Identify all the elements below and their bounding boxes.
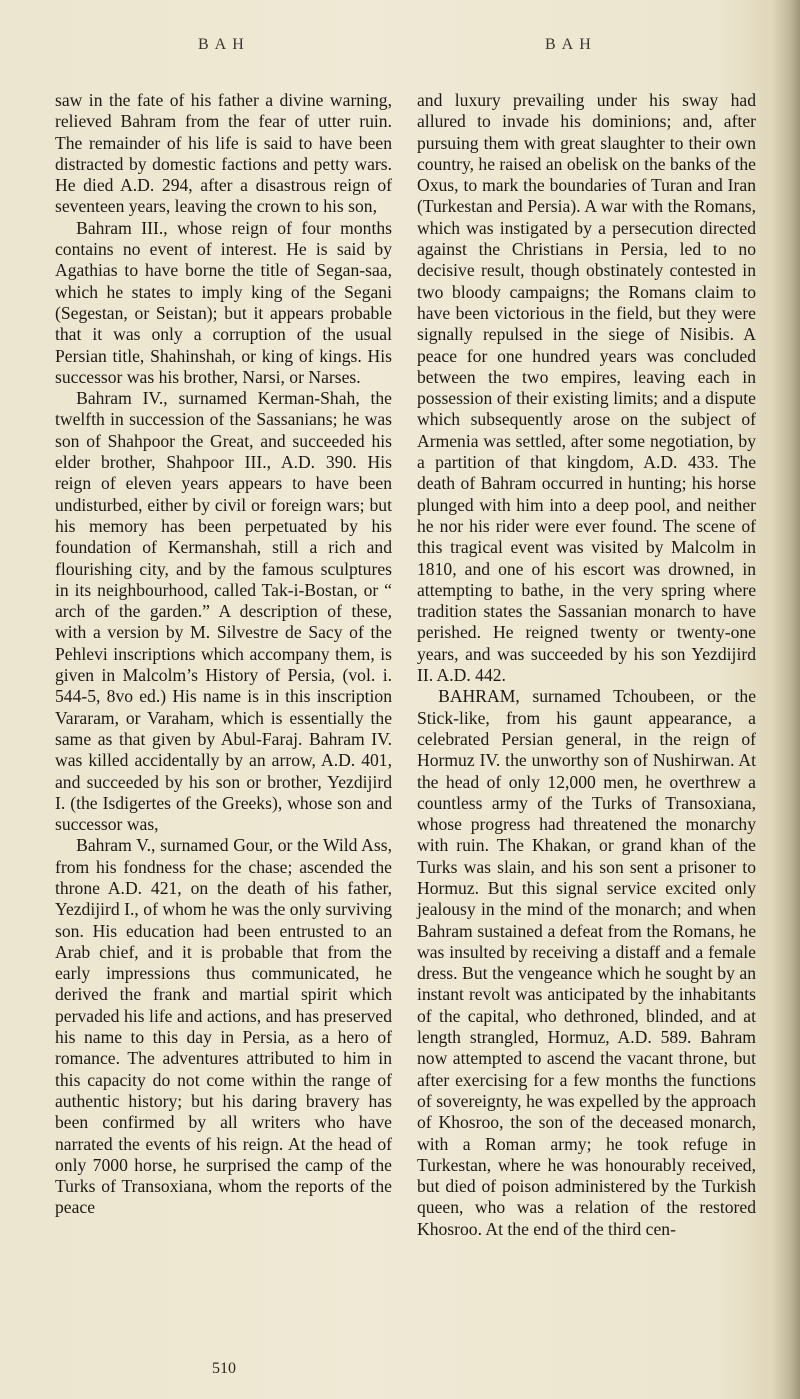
running-head-right: BAH	[545, 36, 597, 53]
paragraph: and luxury prevailing under his sway had allured to invade his dominions; and, after pursuing them with great slaughter to their own country, he raised an obelisk on the banks of the Oxus, to mark the boundaries of Turan and Iran (Turkestan and Persia). A war with the Romans, which was instigated by a persecution directed against the Christians in Persia, led to no decisive result, though obstinately contested in two bloody campaigns; the Romans claim to have been victorious in the field, but they were signally repulsed in the siege of Nisibis. A peace for one hundred years was concluded between the two empires, leaving each in possession of their existing limits; and a dispute which subsequently arose on the subject of Armenia was settled, after some negotiation, by a partition of that kingdom, A.D. 433. The death of Bahram occurred in hunting; his horse plunged with him into a deep pool, and neither he nor his rider were ever found. The scene of this tragical event was visited by Malcolm in 1810, and one of his escort was drowned, in attempting to bathe, in the very spring where tradition states the Sassanian monarch to have perished. He reigned twenty or twenty-one years, and was succeeded by his son Yezdijird II. A.D. 442.	[417, 90, 756, 686]
page-edge-shadow	[772, 0, 800, 1399]
paragraph: Bahram V., surnamed Gour, or the Wild Ass, from his fondness for the chase; ascended the throne A.D. 421, on the death of his father, Yezdijird I., of whom he was the only surviving son. His education had been entrusted to an Arab chief, and it is probable that from the early impressions thus communicated, he derived the frank and martial spirit which pervaded his life and actions, and has preserved his name to this day in Persia, as a hero of romance. The adventures attributed to him in this capacity do not come within the range of authentic history; but his daring bravery has been confirmed by all writers who have narrated the events of his reign. At the head of only 7000 horse, he surprised the camp of the Turks of Transoxiana, whom the reports of the peace	[55, 835, 392, 1218]
left-text-column	[55, 90, 392, 1219]
page-number: 510	[212, 1360, 236, 1377]
running-head-left: BAH	[198, 36, 250, 53]
paragraph: BAHRAM, surnamed Tchoubeen, or the Stick-like, from his gaunt appearance, a celebrated Persian general, in the reign of Hormuz IV. the unworthy son of Nushirwan. At the head of only 12,000 men, he overthrew a countless army of the Turks of Transoxiana, whose progress had threatened the monarchy with ruin. The Khakan, or grand khan of the Turks was slain, and his son sent a prisoner to Hormuz. But this signal service excited only jealousy in the mind of the monarch; and when Bahram sustained a defeat from the Romans, he was insulted by receiving a distaff and a female dress. But the vengeance which he sought by an instant revolt was anticipated by the inhabitants of the capital, who dethroned, blinded, and at length strangled, Hormuz, A.D. 589. Bahram now attempted to ascend the vacant throne, but after exercising for a few months the functions of sovereignty, he was expelled by the approach of Khosroo, the son of the deceased monarch, with a Roman army; he took refuge in Turkestan, where he was honourably received, but died of poison administered by the Turkish queen, who was a relation of the restored Khosroo. At the end of the third cen-	[417, 686, 756, 1239]
paragraph: Bahram IV., surnamed Kerman-Shah, the twelfth in succession of the Sassanians; he was son of Shahpoor the Great, and succeeded his elder brother, Shahpoor III., A.D. 390. His reign of eleven years appears to have been undisturbed, either by civil or foreign wars; but his memory has been perpetuated by his foundation of Kermanshah, still a rich and flourishing city, and by the famous sculptures in its neighbourhood, called Tak-i-Bostan, or “ arch of the garden.” A description of these, with a version by M. Silvestre de Sacy of the Pehlevi inscriptions which accompany them, is given in Malcolm’s History of Persia, (vol. i. 544-5, 8vo ed.) His name is in this inscription Vararam, or Varaham, which is essentially the same as that given by Abul-Faraj. Bahram IV. was killed accidentally by an arrow, A.D. 401, and succeeded by his son or brother, Yezdijird I. (the Isdigertes of the Greeks), whose son and successor was,	[55, 388, 392, 835]
paragraph: saw in the fate of his father a divine warning, relieved Bahram from the fear of utter ruin. The remainder of his life is said to have been distracted by domestic factions and petty wars. He died A.D. 294, after a disastrous reign of seventeen years, leaving the crown to his son,	[55, 90, 392, 217]
paragraph: Bahram III., whose reign of four months contains no event of interest. He is said by Agathias to have borne the title of Segan-saa, which he states to imply king of the Segani (Segestan, or Seistan); but it appears probable that it was only a corruption of the usual Persian title, Shahinshah, or king of kings. His successor was his brother, Narsi, or Narses.	[55, 217, 392, 387]
right-text-column	[417, 90, 756, 1240]
